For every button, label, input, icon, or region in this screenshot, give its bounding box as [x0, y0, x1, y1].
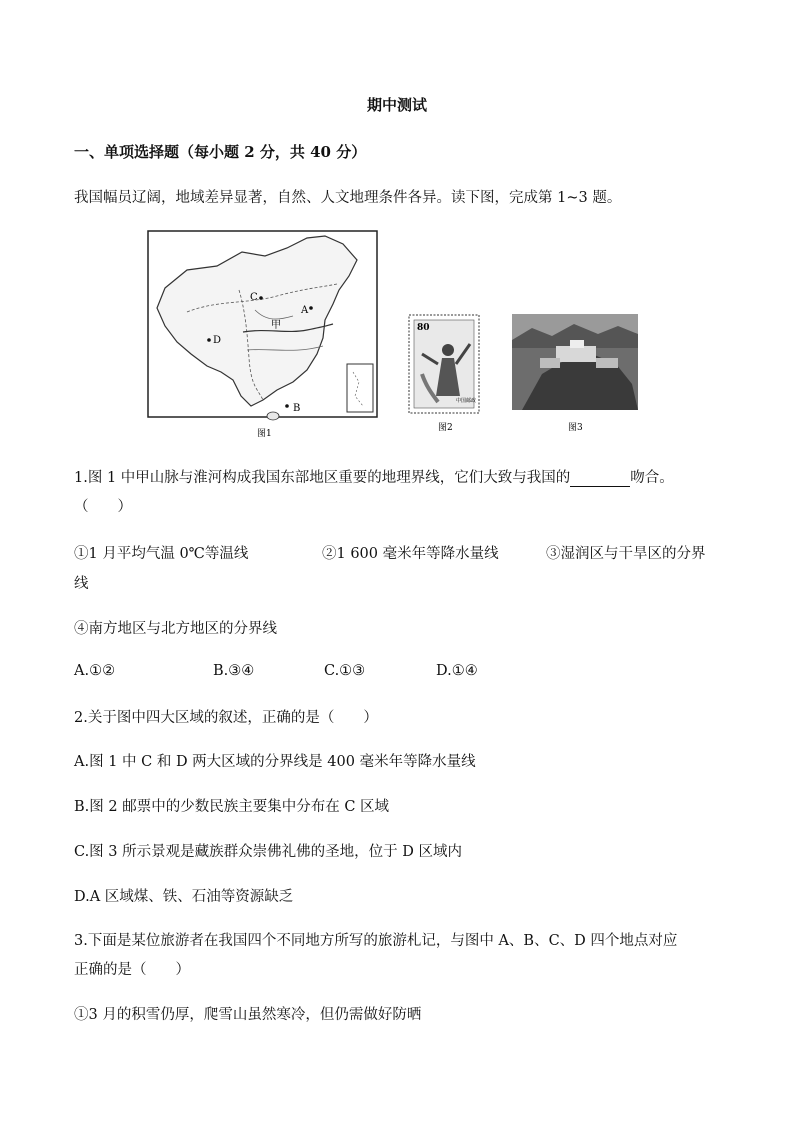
q2-stem: 2.关于图中四大区域的叙述，正确的是（ ） [74, 710, 378, 726]
palace-main [556, 346, 596, 362]
china-map-figure [147, 230, 379, 442]
label-a: A [301, 305, 309, 316]
q2-option-d: D.A 区域煤、铁、石油等资源缺乏 [74, 889, 294, 905]
figure1-caption: 图1 [257, 429, 272, 439]
hainan-island [267, 412, 279, 420]
q2-option-b: B.图 2 邮票中的少数民族主要集中分布在 C 区域 [74, 799, 390, 815]
section-heading: 一、单项选择题（每小题 2 分，共 40 分） [74, 143, 367, 161]
stamp-value: 80 [417, 323, 430, 333]
dancer-head [442, 344, 454, 356]
q3-item-1: ①3 月的积雪仍厚，爬雪山虽然寒冷，但仍需做好防晒 [74, 1007, 422, 1023]
label-d: D [213, 335, 222, 346]
south-china-sea-inset [347, 364, 373, 412]
q1-stem [74, 466, 674, 487]
figure3-caption: 图3 [568, 423, 583, 433]
q1-paren: （ ） [74, 499, 132, 515]
point-d-marker [207, 338, 211, 342]
point-b-marker [285, 404, 289, 408]
q2-option-a: A.图 1 中 C 和 D 两大区域的分界线是 400 毫米年等降水量线 [74, 754, 476, 770]
point-c-marker [259, 296, 263, 300]
q1-option-3: ③湿润区与干旱区的分界 [546, 546, 706, 562]
q3-stem-line2: 正确的是（ ） [74, 962, 190, 978]
label-c: C [250, 292, 258, 303]
q3-stem-line1: 3.下面是某位旅游者在我国四个不同地方所写的旅游札记，与图中 A、B、C、D 四个地点对应 [74, 933, 678, 949]
figure2-caption: 图2 [438, 423, 453, 432]
label-b: B [293, 403, 301, 414]
page-title: 期中测试 [366, 96, 427, 114]
q1-option-3-cont: 线 [74, 576, 89, 592]
q1-option-1: ①1 月平均气温 0℃等温线 [74, 546, 249, 562]
q1-blank [570, 472, 630, 487]
q1-choice-b: B.③④ [213, 663, 255, 679]
point-a-marker [309, 306, 313, 310]
q1-stem-before: 1.图 1 中甲山脉与淮河构成我国东部地区重要的地理界线，它们大致与我国的 [74, 470, 571, 486]
q1-choice-d: D.①④ [436, 663, 478, 679]
label-jia: 甲 [271, 320, 281, 331]
q1-stem-after: 吻合。 [630, 470, 674, 486]
palace-top [570, 340, 584, 348]
stamp-country-text: 中国邮政 [456, 398, 477, 404]
potala-photo-figure [512, 314, 640, 434]
palace-wing-right [596, 358, 618, 368]
stamp-figure [408, 314, 482, 432]
q1-choice-a: A.①② [74, 663, 116, 679]
q1-option-4: ④南方地区与北方地区的分界线 [74, 621, 277, 637]
intro-text: 我国幅员辽阔，地域差异显著，自然、人文地理条件各异。读下图，完成第 1~3 题。 [74, 190, 622, 206]
q1-choice-c: C.①③ [324, 663, 366, 679]
q1-option-2: ②1 600 毫米年等降水量线 [322, 546, 499, 562]
q2-option-c: C.图 3 所示景观是藏族群众崇佛礼佛的圣地，位于 D 区域内 [74, 844, 462, 860]
palace-wing-left [540, 358, 560, 368]
